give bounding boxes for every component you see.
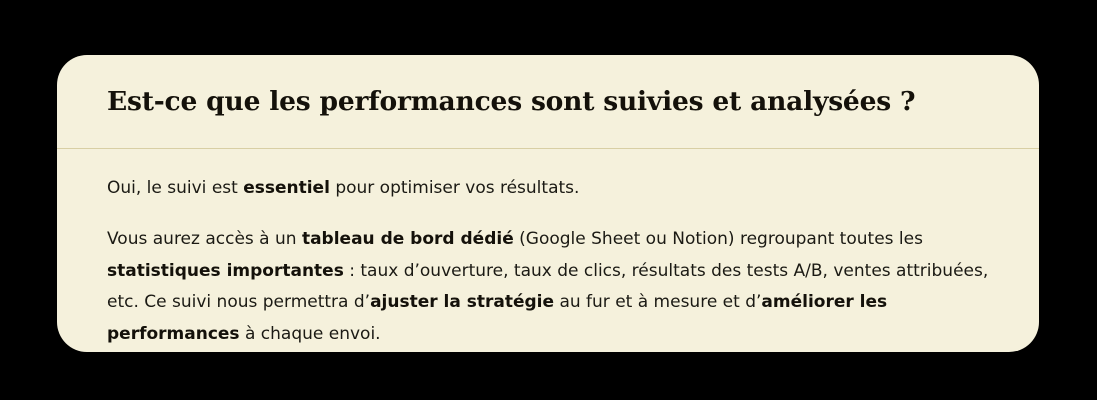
- body-text: Oui, le suivi est: [107, 178, 244, 198]
- emphasis-text: tableau de bord dédié: [301, 229, 514, 250]
- body-text: (Google Sheet ou Notion) regroupant toutes les: [513, 229, 923, 250]
- emphasis-text: statistiques importantes: [107, 260, 344, 281]
- body-text: au fur et à mesure et d’: [554, 292, 762, 313]
- body-text: Vous aurez accès à un: [107, 229, 302, 250]
- faq-answer-paragraph: [107, 173, 989, 204]
- faq-card: [57, 55, 1039, 352]
- faq-card-header: [57, 55, 1039, 149]
- faq-question-title: Est-ce que les performances sont suivies et analysées ?: [107, 85, 916, 117]
- emphasis-text: ajuster la stratégie: [370, 292, 555, 313]
- faq-answer-paragraph: [107, 224, 989, 350]
- body-text: à chaque envoi.: [239, 323, 381, 344]
- body-text: pour optimiser vos résultats.: [329, 178, 580, 198]
- emphasis-text: améliorer les performances: [107, 292, 888, 344]
- faq-answer-body: [57, 149, 1039, 350]
- body-text: : taux d’ouverture, taux de clics, résultats des tests A/B, ventes attribuées, etc. Ce suivi nous permettra d’: [107, 260, 989, 313]
- emphasis-text: essentiel: [243, 178, 330, 198]
